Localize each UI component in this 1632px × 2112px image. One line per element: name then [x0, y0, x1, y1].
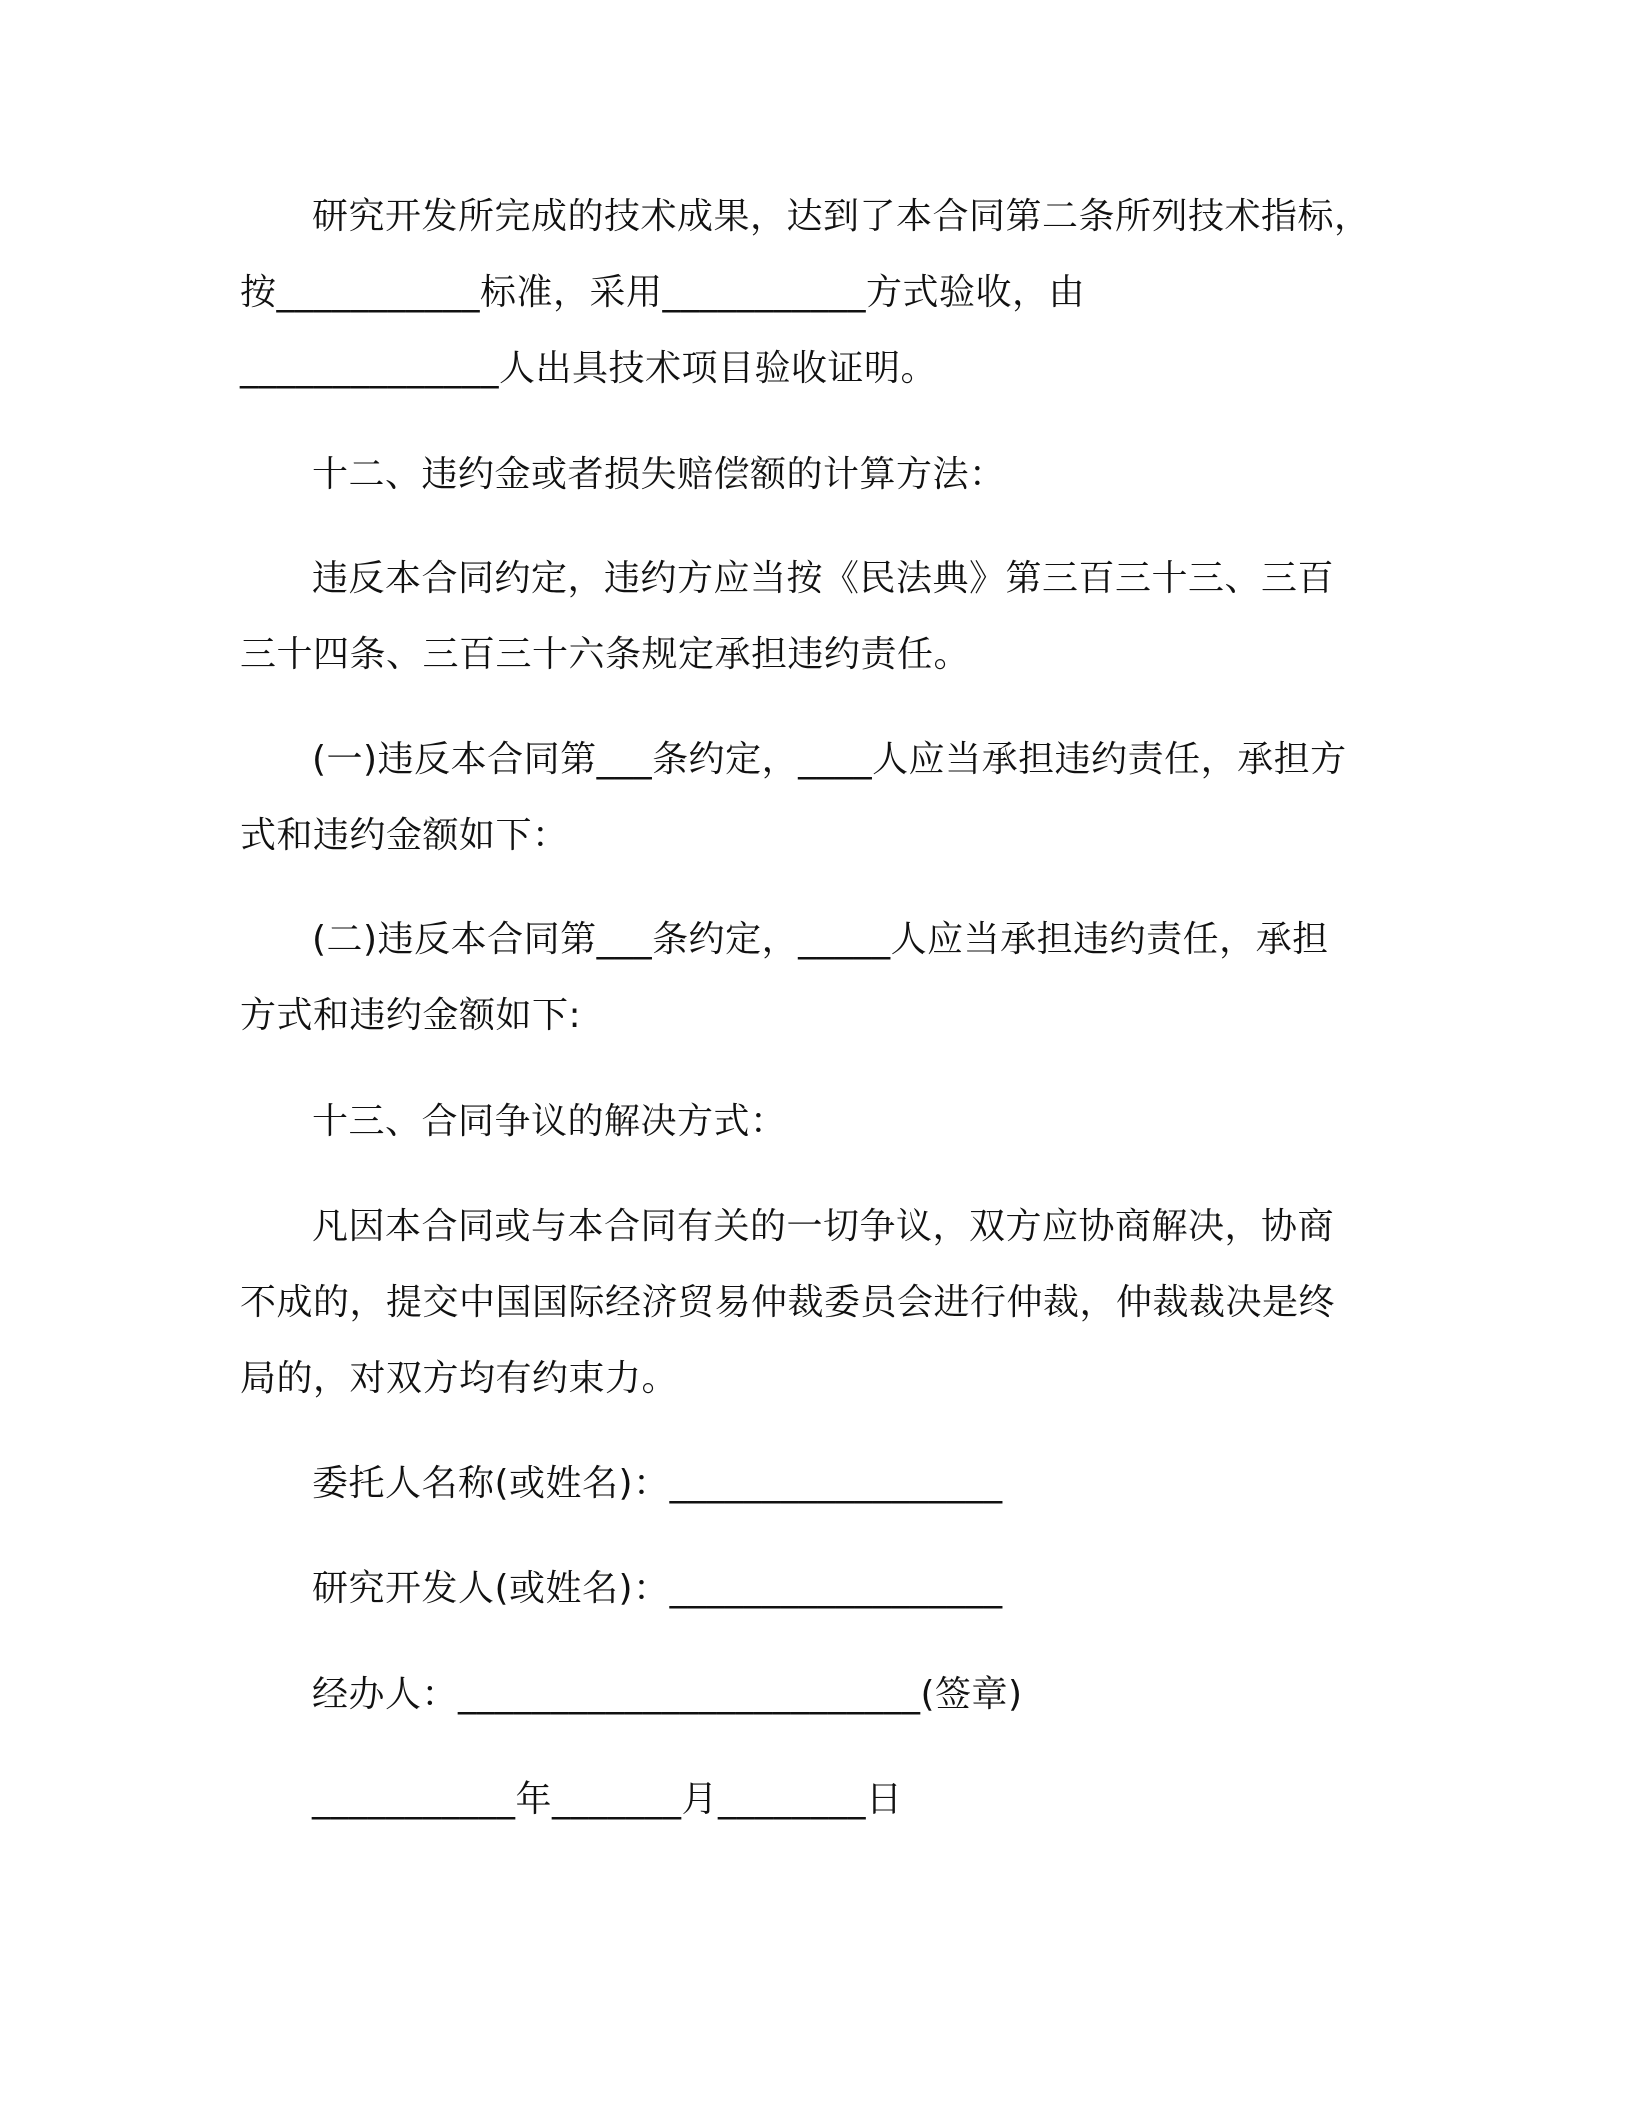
section-12-item-2-line-1: (二)违反本合同第___条约定，_____人应当承担违约责任，承担 [312, 919, 1329, 960]
section-13-body-line-3: 局的，对双方均有约束力。 [240, 1358, 679, 1399]
section-13-body-line-2: 不成的，提交中国国际经济贸易仲裁委员会进行仲裁，仲裁裁决是终 [240, 1282, 1336, 1323]
date-field: ___________年_______月________日 [312, 1779, 903, 1820]
handler-field: 经办人：_________________________(签章) [312, 1674, 1023, 1715]
section-12-item-2-line-2: 方式和违约金额如下: [240, 995, 582, 1036]
developer-name-field: 研究开发人(或姓名)：__________________ [312, 1568, 1003, 1609]
section-12-item-1-line-1: (一)违反本合同第___条约定，____人应当承担违约责任，承担方 [312, 739, 1347, 780]
section-12-item-1-line-2: 式和违约金额如下： [240, 815, 569, 856]
section-13-heading: 十三、合同争议的解决方式： [312, 1101, 787, 1142]
acceptance-line-1: 研究开发所完成的技术成果，达到了本合同第二条所列技术指标， [312, 196, 1371, 237]
acceptance-line-3: ______________人出具技术项目验收证明。 [240, 348, 938, 389]
client-name-field: 委托人名称(或姓名)：__________________ [312, 1463, 1003, 1504]
section-12-body-line-1: 违反本合同约定，违约方应当按《民法典》第三百三十三、三百 [312, 558, 1335, 599]
section-12-body-line-2: 三十四条、三百三十六条规定承担违约责任。 [240, 634, 971, 675]
section-12-heading: 十二、违约金或者损失赔偿额的计算方法： [312, 454, 1006, 495]
section-13-body-line-1: 凡因本合同或与本合同有关的一切争议，双方应协商解决，协商 [312, 1206, 1335, 1247]
acceptance-line-2: 按___________标准，采用___________方式验收，由 [240, 272, 1086, 313]
